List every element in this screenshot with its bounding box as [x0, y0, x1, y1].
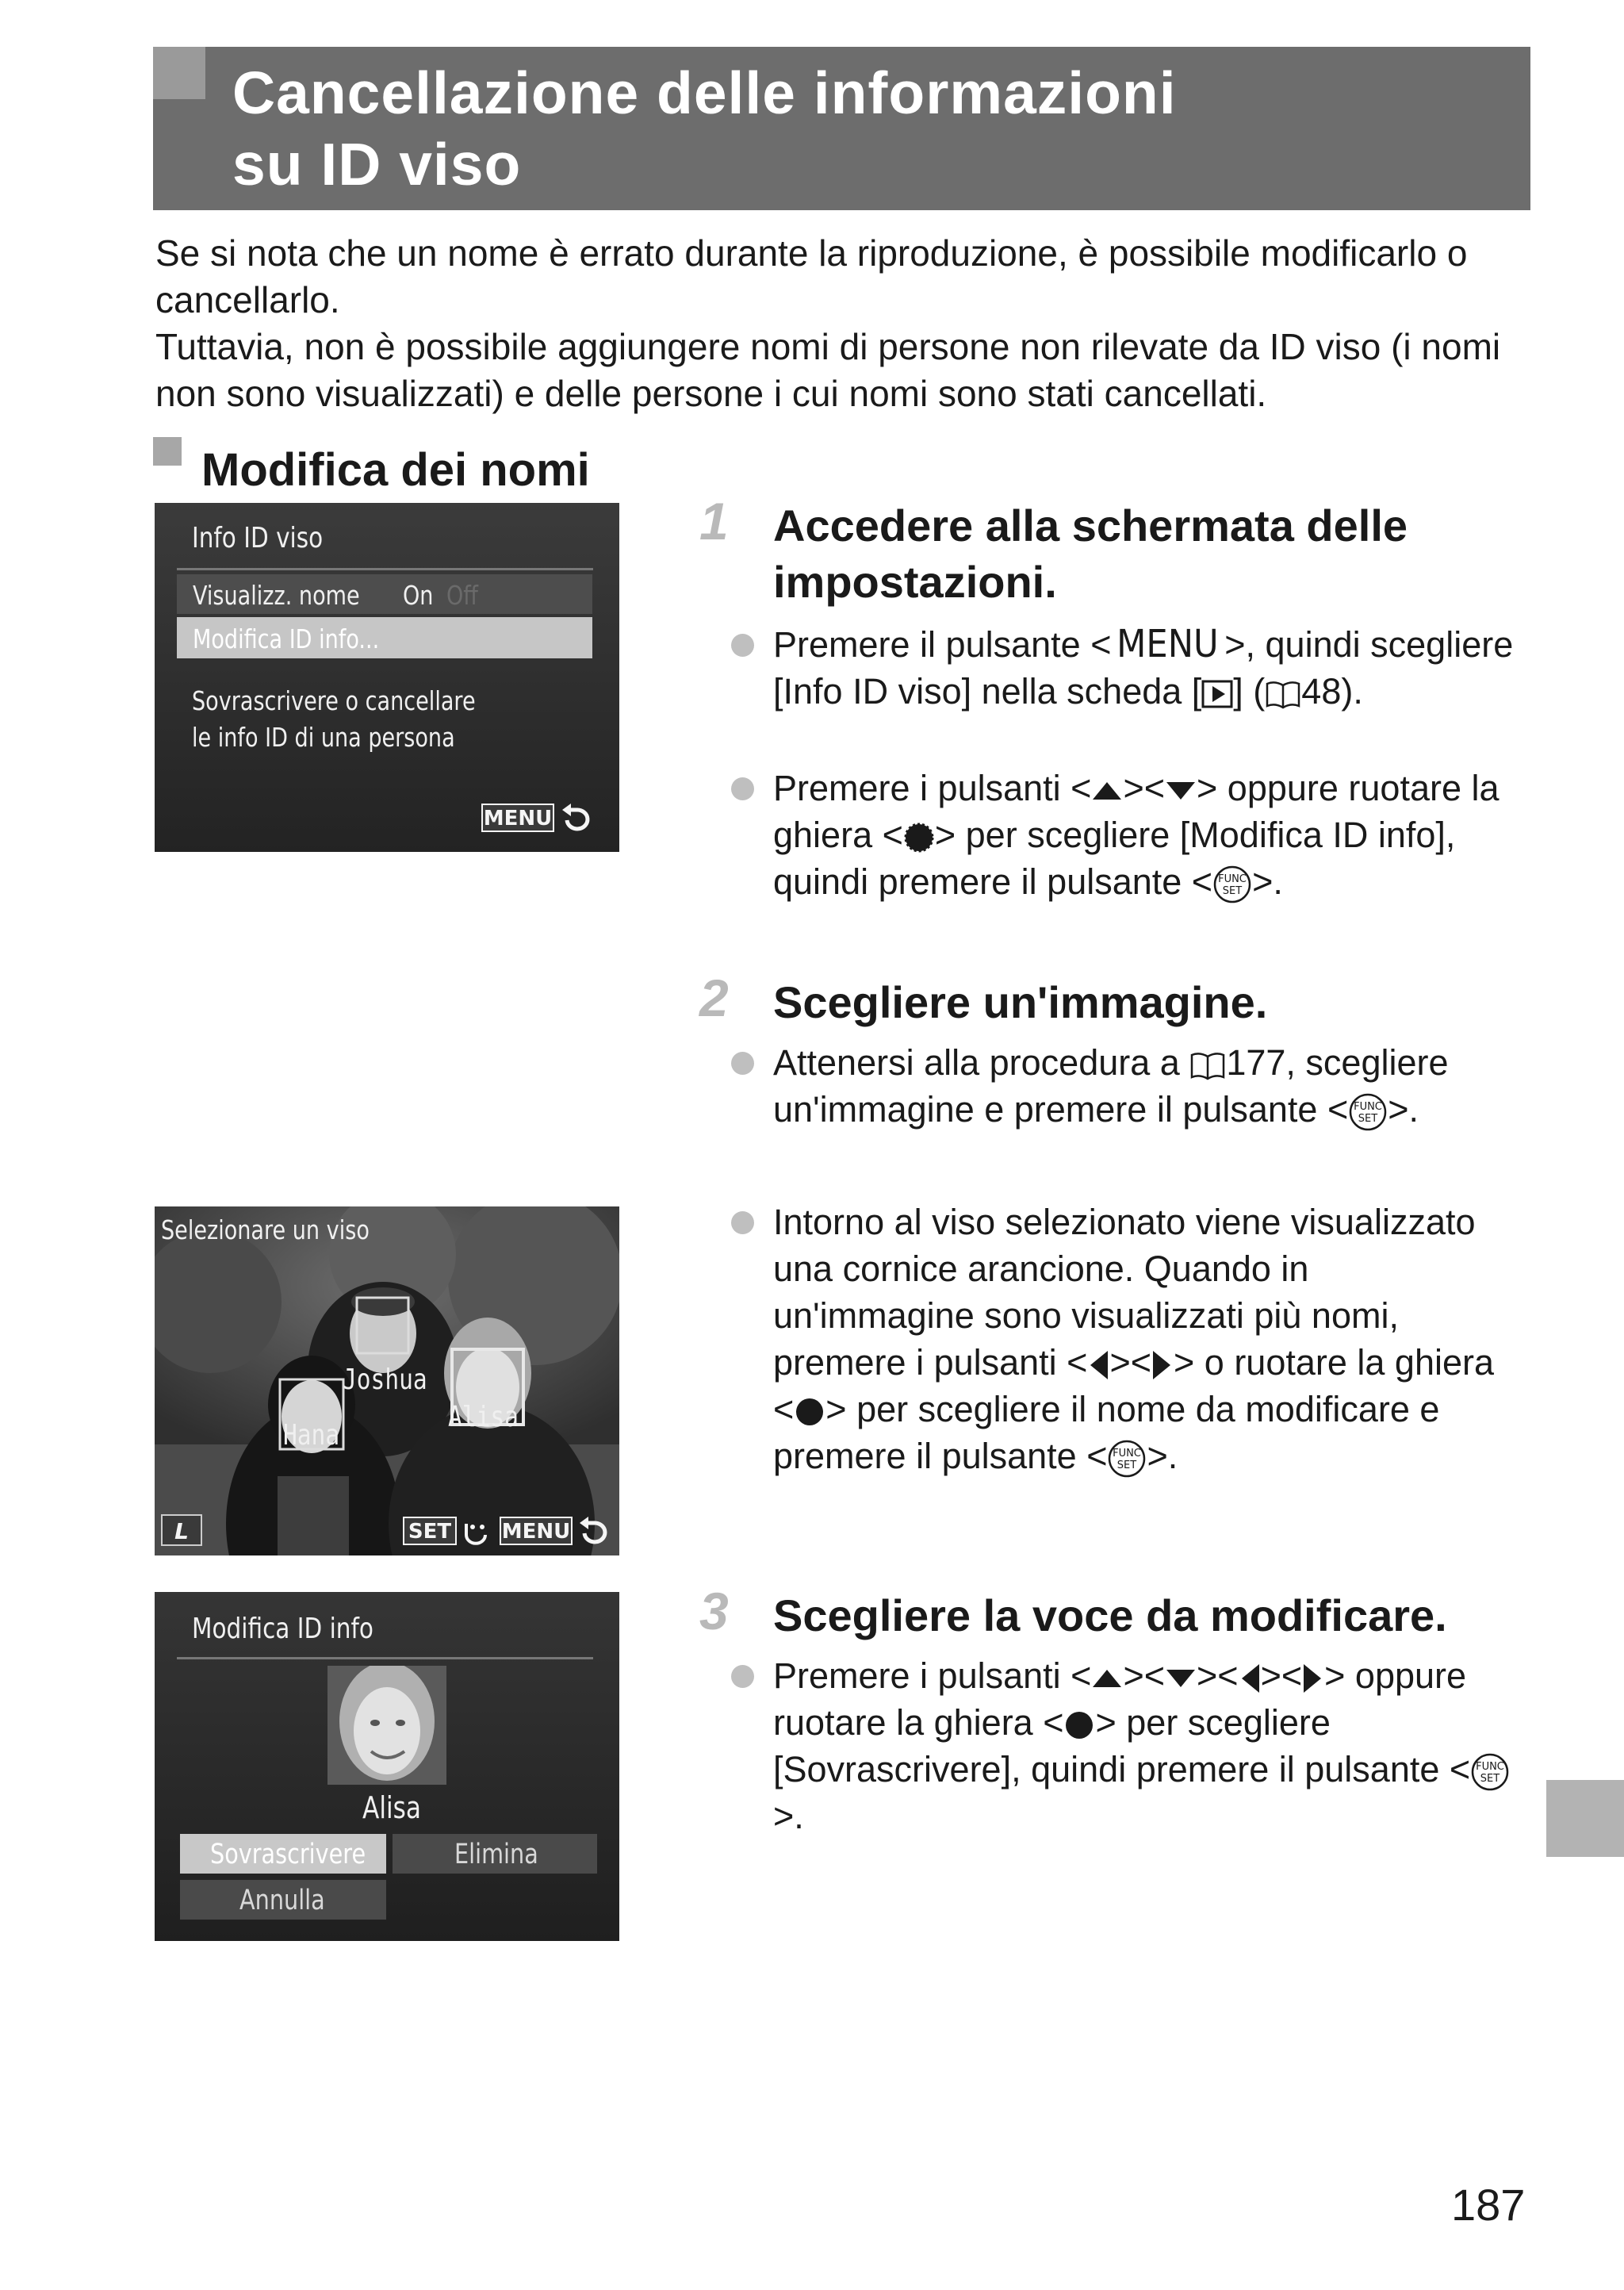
- screen3-delete-label: Elimina: [454, 1839, 538, 1870]
- camera-screen-select-face: [155, 1206, 619, 1555]
- camera-screen-info-id: [155, 503, 619, 852]
- func-set-button-icon: [1470, 1752, 1510, 1792]
- step-1-b2-text-e: >.: [1252, 861, 1283, 902]
- face-name-alisa: Alisa: [448, 1401, 519, 1433]
- book-reference-icon: [1189, 1050, 1226, 1080]
- step-2-number: 2: [699, 969, 729, 1027]
- up-arrow-icon: [1091, 1667, 1123, 1690]
- control-dial-icon: [1063, 1709, 1095, 1741]
- func-set-button-icon: [1107, 1439, 1147, 1479]
- step-2-bullet-2: [773, 1199, 1515, 1479]
- screen2-menu-button[interactable]: MENU: [500, 1517, 573, 1545]
- step-1-b1-text-b: >, quindi scegliere [Info ID viso] nella scheda [: [773, 624, 1514, 712]
- svg-text:SET: SET: [1117, 1460, 1137, 1472]
- screen2-set-button[interactable]: SET: [403, 1517, 457, 1545]
- step-1-b1-text-c: ] (: [1233, 671, 1266, 712]
- svg-text:SET: SET: [1222, 885, 1243, 898]
- step-1-b2-text-d: > per scegliere [Modifica ID info], quindi premere il pulsante <: [773, 815, 1456, 902]
- step-1-number: 1: [699, 492, 729, 550]
- control-dial-icon: [794, 1396, 825, 1428]
- screen3-delete-button[interactable]: [393, 1834, 597, 1874]
- step-1-title-line2: impostazioni.: [773, 557, 1057, 607]
- step-2-b2-text-a: Intorno al viso selezionato viene visualizzato una cornice arancione. Quando in un'immagine sono visualizzati più nomi, premere i pulsanti <: [773, 1202, 1476, 1383]
- step-2-b2-text-b: ><: [1109, 1342, 1152, 1383]
- svg-text:FUNC: FUNC: [1354, 1101, 1383, 1114]
- up-arrow-icon: [1091, 779, 1123, 803]
- screen1-row-display-name[interactable]: [177, 574, 592, 614]
- screen3-cancel-button[interactable]: [180, 1880, 386, 1920]
- section-square-icon: [153, 437, 182, 466]
- step-1-title: [773, 497, 1534, 610]
- screen3-overwrite-button[interactable]: [180, 1834, 386, 1874]
- screen1-row1-on: On: [403, 580, 434, 611]
- func-set-button-icon: [1348, 1092, 1388, 1132]
- step-3-b1-text-f: > per scegliere [Sovrascrivere], quindi premere il pulsante <: [773, 1702, 1471, 1789]
- screen3-overwrite-label: Sovrascrivere: [210, 1839, 366, 1870]
- header-corner-square: [153, 47, 205, 99]
- step-2-b1-text-b: , scegliere un'immagine e premere il pulsante <: [773, 1042, 1449, 1130]
- step-1-b1-text-a: Premere il pulsante <: [773, 624, 1112, 665]
- right-arrow-icon: [1151, 1349, 1174, 1381]
- step-1-page-ref: 48: [1301, 671, 1342, 712]
- screen1-title: Info ID viso: [192, 522, 324, 554]
- svg-text:SET: SET: [1480, 1773, 1500, 1786]
- step-2-b1-text-c: >.: [1388, 1089, 1419, 1130]
- section-title: Modifica dei nomi: [201, 444, 590, 496]
- svg-text:FUNC: FUNC: [1218, 873, 1247, 886]
- down-arrow-icon: [1165, 779, 1197, 803]
- intro-paragraph-2: Tuttavia, non è possibile aggiungere nomi di persone non rilevate da ID viso (i nomi non sono visualizzati) e delle persone i cui nomi sono stati cancellati.: [155, 326, 1501, 414]
- menu-button-label: MENU: [1116, 622, 1220, 666]
- face-thumbnail: [327, 1666, 446, 1785]
- control-dial-icon: [903, 822, 935, 853]
- step-1-b2-text-c: > oppure ruotare la ghiera <: [773, 768, 1500, 855]
- back-arrow-icon: [559, 803, 592, 834]
- step-3-b1-text-e: > oppure ruotare la ghiera <: [773, 1655, 1467, 1743]
- screen1-row2-label: Modifica ID info...: [193, 623, 380, 654]
- face-id-icon: [462, 1517, 490, 1546]
- step-2-b2-text-c: > o ruotare la ghiera <: [773, 1342, 1495, 1429]
- camera-screen-edit-id-info: [155, 1592, 619, 1941]
- screen1-row1-off: Off: [446, 580, 478, 611]
- screen1-row1-label: Visualizz. nome: [193, 580, 360, 611]
- step-3-b1-text-g: >.: [773, 1796, 804, 1836]
- step-2-page-ref: 177: [1226, 1042, 1286, 1083]
- svg-text:FUNC: FUNC: [1113, 1448, 1142, 1460]
- screen3-cancel-label: Annulla: [239, 1885, 325, 1916]
- step-1-title-line1: Accedere alla schermata delle: [773, 501, 1408, 550]
- step-3-b1-text-a: Premere i pulsanti <: [773, 1655, 1092, 1696]
- face-name-joshua: Joshua: [343, 1364, 427, 1396]
- step-2-title: Scegliere un'immagine.: [773, 977, 1268, 1027]
- chapter-tab-marker: [1546, 1780, 1624, 1857]
- screen2-title: Selezionare un viso: [161, 1214, 370, 1245]
- screen3-divider: [177, 1657, 593, 1659]
- down-arrow-icon: [1165, 1667, 1197, 1690]
- step-1-b2-text-a: Premere i pulsanti <: [773, 768, 1092, 808]
- left-arrow-icon: [1239, 1663, 1261, 1694]
- back-arrow-icon: [576, 1516, 610, 1548]
- right-arrow-icon: [1302, 1663, 1324, 1694]
- step-1-b2-text-b: ><: [1123, 768, 1166, 808]
- step-2-b2-text-d: > per scegliere il nome da modificare e premere il pulsante <: [773, 1389, 1440, 1476]
- step-1-bullet-2: [773, 765, 1515, 905]
- screen1-desc-line2: le info ID di una persona: [192, 722, 455, 753]
- face-name-hana: Hana: [283, 1419, 340, 1452]
- step-3-bullet-1: [773, 1652, 1515, 1839]
- step-3-b1-text-b: ><: [1123, 1655, 1166, 1696]
- screen1-desc-line1: Sovrascrivere o cancellare: [192, 685, 476, 716]
- intro-text: [155, 230, 1535, 417]
- step-2-bullet-1: [773, 1039, 1515, 1133]
- screen3-title: Modifica ID info: [192, 1613, 373, 1645]
- step-1-b1-text-d: ).: [1341, 671, 1363, 712]
- step-3-b1-text-d: ><: [1260, 1655, 1303, 1696]
- page-title: [232, 57, 1177, 200]
- screen3-person-name: Alisa: [362, 1790, 421, 1825]
- screen1-divider: [177, 568, 593, 570]
- playback-icon: [1201, 680, 1233, 708]
- step-3-b1-text-c: ><: [1197, 1655, 1239, 1696]
- page-title-line2: su ID viso: [232, 131, 522, 198]
- page-title-line1: Cancellazione delle informazioni: [232, 59, 1177, 126]
- screen1-menu-button[interactable]: MENU: [481, 804, 554, 832]
- step-2-b2-text-e: >.: [1147, 1436, 1178, 1476]
- left-arrow-icon: [1087, 1349, 1109, 1381]
- page-number: 187: [1451, 2180, 1526, 2230]
- image-size-icon: L: [161, 1514, 202, 1546]
- intro-paragraph-1: Se si nota che un nome è errato durante la riproduzione, è possibile modificarlo o cancellarlo.: [155, 232, 1468, 320]
- step-2-b1-text-a: Attenersi alla procedura a: [773, 1042, 1190, 1083]
- svg-text:FUNC: FUNC: [1476, 1761, 1505, 1774]
- func-set-button-icon: [1212, 865, 1252, 904]
- step-1-bullet-1: [773, 621, 1515, 715]
- screen1-row-edit-id[interactable]: [177, 617, 592, 658]
- svg-text:SET: SET: [1358, 1113, 1378, 1126]
- step-3-number: 3: [699, 1582, 729, 1640]
- book-reference-icon: [1265, 679, 1301, 709]
- step-3-title: Scegliere la voce da modificare.: [773, 1590, 1447, 1640]
